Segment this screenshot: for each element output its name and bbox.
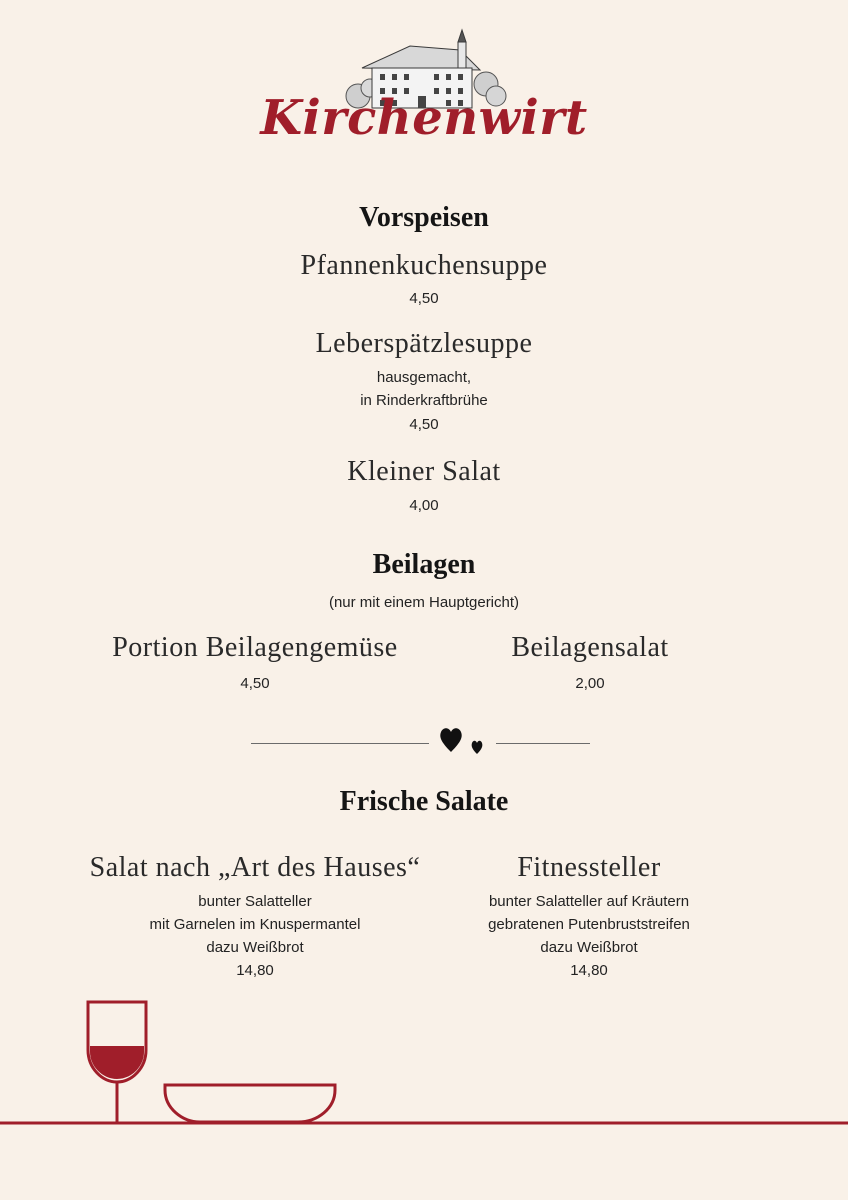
dish-price: 4,50: [409, 416, 439, 433]
footer-illustration: [0, 990, 848, 1140]
dish-description: dazu Weißbrot: [206, 939, 304, 956]
salad-item: [440, 852, 738, 982]
dish-price: 14,80: [570, 962, 608, 979]
dish-price: 4,00: [409, 497, 439, 514]
side-dish: [60, 632, 450, 695]
dish-name: Salat nach „Art des Hauses“: [89, 852, 421, 883]
dish-price: 2,00: [575, 675, 605, 692]
dish-name: Pfannenkuchensuppe: [300, 250, 548, 281]
dish-description: hausgemacht,: [376, 369, 472, 386]
section-title-beilagen: Beilagen: [372, 549, 476, 580]
wine-glass-icon: [88, 1002, 146, 1122]
bowl-icon: [165, 1085, 335, 1122]
dish-description: dazu Weißbrot: [540, 939, 638, 956]
brand-name: Kirchenwirt: [260, 90, 588, 146]
dish-name: Portion Beilagengemüse: [112, 632, 398, 663]
dish-description: in Rinderkraftbrühe: [360, 392, 488, 409]
dish-name: Fitnessteller: [517, 852, 661, 883]
hearts-icon: [437, 726, 487, 756]
dish-name: Kleiner Salat: [347, 456, 501, 487]
dish-name: Leberspätzlesuppe: [315, 328, 533, 359]
divider-line-right: [496, 743, 590, 744]
salad-item: [60, 852, 450, 982]
dish-name: Beilagensalat: [511, 632, 669, 663]
dish-description: mit Garnelen im Knuspermantel: [149, 916, 361, 933]
dish-price: 14,80: [236, 962, 274, 979]
dish-description: gebratenen Putenbruststreifen: [488, 916, 690, 933]
dish-description: bunter Salatteller: [198, 893, 312, 910]
section-note: (nur mit einem Hauptgericht): [328, 594, 520, 611]
divider-line-left: [251, 743, 429, 744]
side-dish: [440, 632, 740, 695]
section-title-vorspeisen: Vorspeisen: [359, 202, 489, 233]
section-title-salate: Frische Salate: [339, 786, 509, 817]
dish-price: 4,50: [409, 290, 439, 307]
dish-description: bunter Salatteller auf Kräutern: [488, 893, 690, 910]
dish-price: 4,50: [240, 675, 270, 692]
